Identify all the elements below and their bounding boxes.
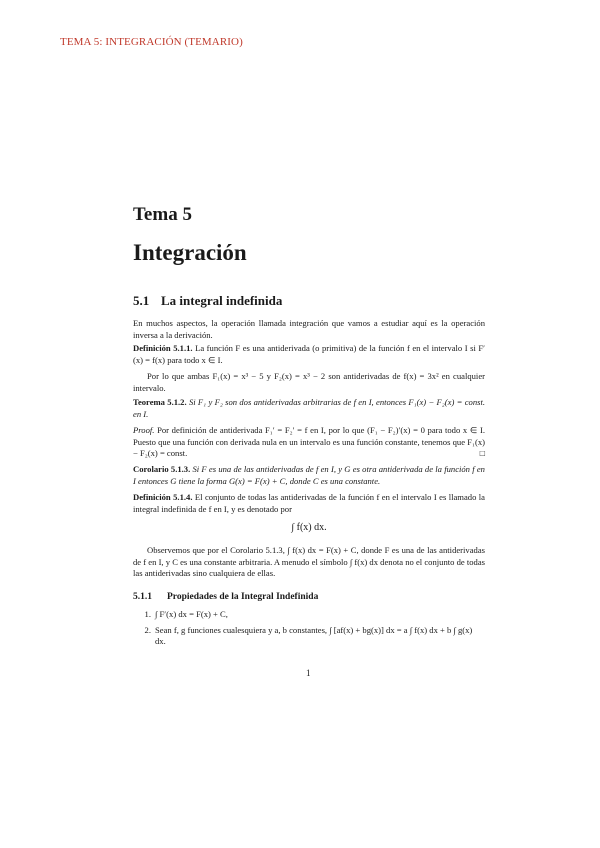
list-item: [133, 609, 485, 621]
definition-2: [133, 492, 485, 515]
example-1: Por lo que ambas F₁(x) = x³ − 5 y F₂(x) = x³ − 2 son antiderivadas de f(x) = 3x² en cualquier intervalo.: [133, 371, 485, 393]
chapter-number: Tema 5: [133, 204, 192, 225]
list-marker: 2.: [144, 624, 151, 635]
remark-1: Observemos que por el Corolario 5.1.3, ∫ f(x) dx = F(x) + C, donde F es una de las antiderivadas de f en I, y C es una constante arbitraria. A menudo el símbolo ∫ f(x) dx denota no el conjunto de todas las antiderivadas sino cualquiera de ellas.: [133, 545, 485, 579]
section-heading: [133, 293, 282, 309]
proof-1-label: Proof.: [133, 425, 155, 435]
definition-1-label: Definición 5.1.1.: [133, 343, 193, 353]
section-number: 5.1: [133, 293, 150, 308]
theorem-1-label: Teorema 5.1.2.: [133, 397, 187, 407]
page-number: 1: [306, 668, 311, 678]
qed-symbol: □: [479, 448, 485, 459]
definition-1-text: La función F es una antiderivada (o primitiva) de la función f en el intervalo I si F′(x) = f(x) para todo x ∈ I.: [133, 343, 486, 365]
definition-2-text: El conjunto de todas las antiderivadas de la función f en el intervalo I es llamado la integral indefinida de f en I, y es denotado por: [133, 492, 485, 514]
proof-1-text: Por definición de antiderivada F₁′ = F₂′ = f en I, por lo que (F₁ − F₂)′(x) = 0 para todo x ∈ I. Puesto que una función con derivada nula en un intervalo es una función constante, tenemos que F₁(x) − F₂(x) = const.: [133, 425, 485, 459]
formula-indefinite-integral: ∫ f(x) dx.: [291, 522, 327, 533]
corollary-1-label: Corolario 5.1.3.: [133, 464, 191, 474]
running-header: TEMA 5: INTEGRACIÓN (TEMARIO): [60, 36, 243, 48]
corollary-1: [133, 464, 485, 487]
subsection-heading: [133, 592, 318, 602]
section-title: La integral indefinida: [161, 293, 283, 308]
list-item: [133, 625, 485, 648]
properties-list: [133, 609, 485, 648]
list-item-text: ∫ F′(x) dx = F(x) + C,: [155, 609, 228, 619]
subsection-title: Propiedades de la Integral Indefinida: [167, 592, 319, 602]
subsection-number: 5.1.1: [133, 592, 152, 602]
theorem-1-text: Si F₁ y F₂ son dos antiderivadas arbitrarias de f en I, entonces F₁(x) − F₂(x) = const. en I.: [133, 397, 486, 419]
theorem-1: [133, 397, 485, 420]
intro-paragraph: En muchos aspectos, la operación llamada integración que vamos a estudiar aquí es la operación inversa a la derivación.: [133, 318, 485, 340]
definition-1: [133, 343, 485, 366]
definition-2-label: Definición 5.1.4.: [133, 492, 193, 502]
corollary-1-text: Si F es una de las antiderivadas de f en I, y G es otra antiderivada de la función f en I entonces G tiene la forma G(x) = F(x) + C, donde C es una constante.: [133, 464, 485, 486]
list-item-text: Sean f, g funciones cualesquiera y a, b constantes, ∫ [af(x) + bg(x)] dx = a ∫ f(x) dx + b ∫ g(x) dx.: [155, 624, 473, 647]
list-marker: 1.: [144, 609, 151, 619]
proof-1: [133, 425, 485, 460]
chapter-title: Integración: [133, 240, 247, 265]
